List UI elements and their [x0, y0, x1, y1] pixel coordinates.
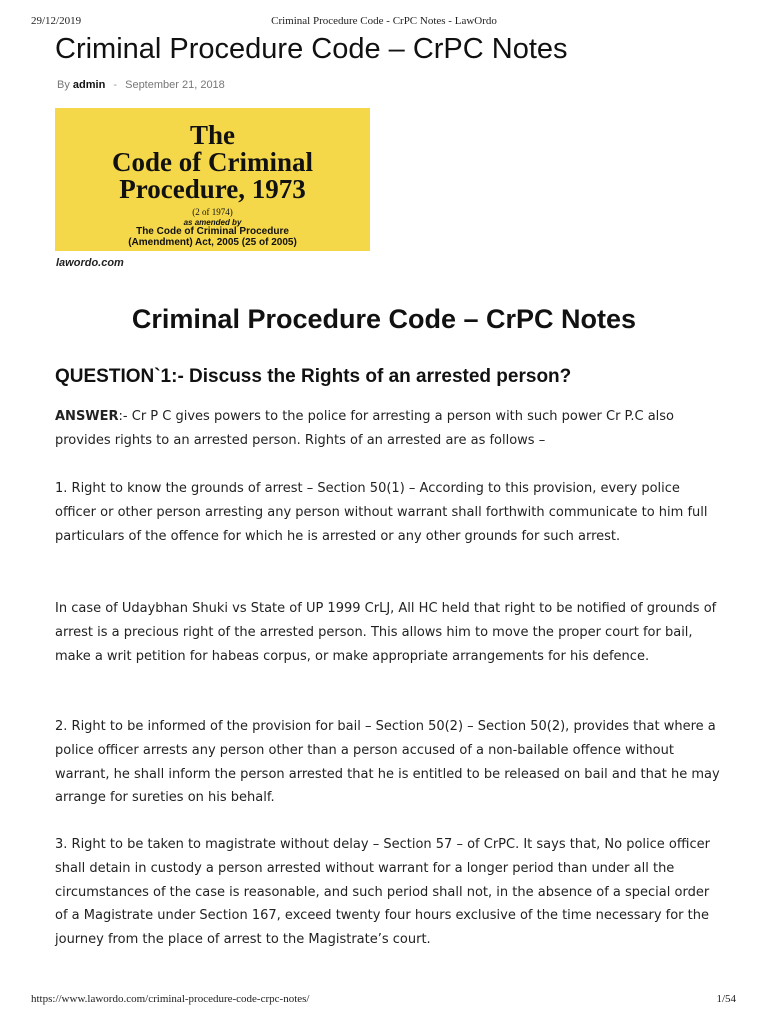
- print-footer: [0, 993, 768, 1009]
- question-heading: QUESTION`1:- Discuss the Rights of an arrested person?: [55, 366, 572, 387]
- by-label: By: [57, 79, 70, 91]
- cover-act-number: (2 of 1974): [192, 207, 233, 217]
- post-title: Criminal Procedure Code – CrPC Notes: [55, 33, 568, 65]
- page-number: 1/54: [716, 993, 736, 1005]
- answer-paragraph: [55, 405, 720, 453]
- page-url: https://www.lawordo.com/criminal-procedure-code-crpc-notes/: [31, 993, 310, 1005]
- paragraph-right-bail-info: 2. Right to be informed of the provision for bail – Section 50(2) – Section 50(2), provides that where a police officer arrests any person other than a person accused of a non-bailable offence without warrant, he shall inform the person arrested that he is entitled to be released on bail and that he may arrange for sureties on his behalf.: [55, 719, 720, 806]
- print-document-title: Criminal Procedure Code - CrPC Notes - LawOrdo: [271, 15, 497, 27]
- cover-amendment-act: (Amendment) Act, 2005 (25 of 2005): [128, 237, 297, 248]
- print-date: 29/12/2019: [31, 15, 82, 27]
- book-cover-image: [55, 108, 370, 251]
- print-header: [0, 15, 768, 31]
- cover-line-2: Code of Criminal: [112, 147, 313, 177]
- image-watermark: lawordo.com: [56, 257, 124, 269]
- answer-label: ANSWER: [55, 409, 119, 424]
- post-date: September 21, 2018: [125, 79, 225, 91]
- paragraph-right-magistrate: 3. Right to be taken to magistrate without delay – Section 57 – of CrPC. It says that, No police officer shall detain in custody a person arrested without warrant for a longer period than under all the circumstances of the case is reasonable, and such period shall not, in the absence of a special order of a Magistrate under Section 167, exceed twenty four hours exclusive of the time necessary for the journey from the place of arrest to the Magistrate’s court.: [55, 837, 710, 948]
- paragraph-right-to-know-grounds: 1. Right to know the grounds of arrest – Section 50(1) – According to this provision, every police officer or other person arresting any person without warrant shall forthwith communicate to him full particulars of the offence for which he is arrested or any other grounds for such arrest.: [55, 481, 708, 544]
- paragraph-case-law: In case of Udaybhan Shuki vs State of UP 1999 CrLJ, All HC held that right to be notified of grounds of arrest is a precious right of the arrested person. This allows him to move the proper court for bail, make a writ petition for habeas corpus, or make appropriate arrangements for his defence.: [55, 601, 717, 664]
- cover-line-1: The: [189, 120, 235, 150]
- author-link[interactable]: admin: [72, 79, 106, 91]
- post-meta: [57, 79, 225, 91]
- answer-text: :- Cr P C gives powers to the police for arresting a person with such power Cr P.C also provides rights to an arrested person. Rights of an arrested are as follows –: [55, 409, 675, 448]
- cover-line-3: Procedure, 1973: [119, 174, 306, 204]
- cover-amendment-title: The Code of Criminal Procedure: [136, 226, 289, 237]
- meta-separator: -: [113, 79, 118, 91]
- article-heading: Criminal Procedure Code – CrPC Notes: [131, 304, 637, 334]
- cover-amended-by: as amended by: [183, 218, 242, 227]
